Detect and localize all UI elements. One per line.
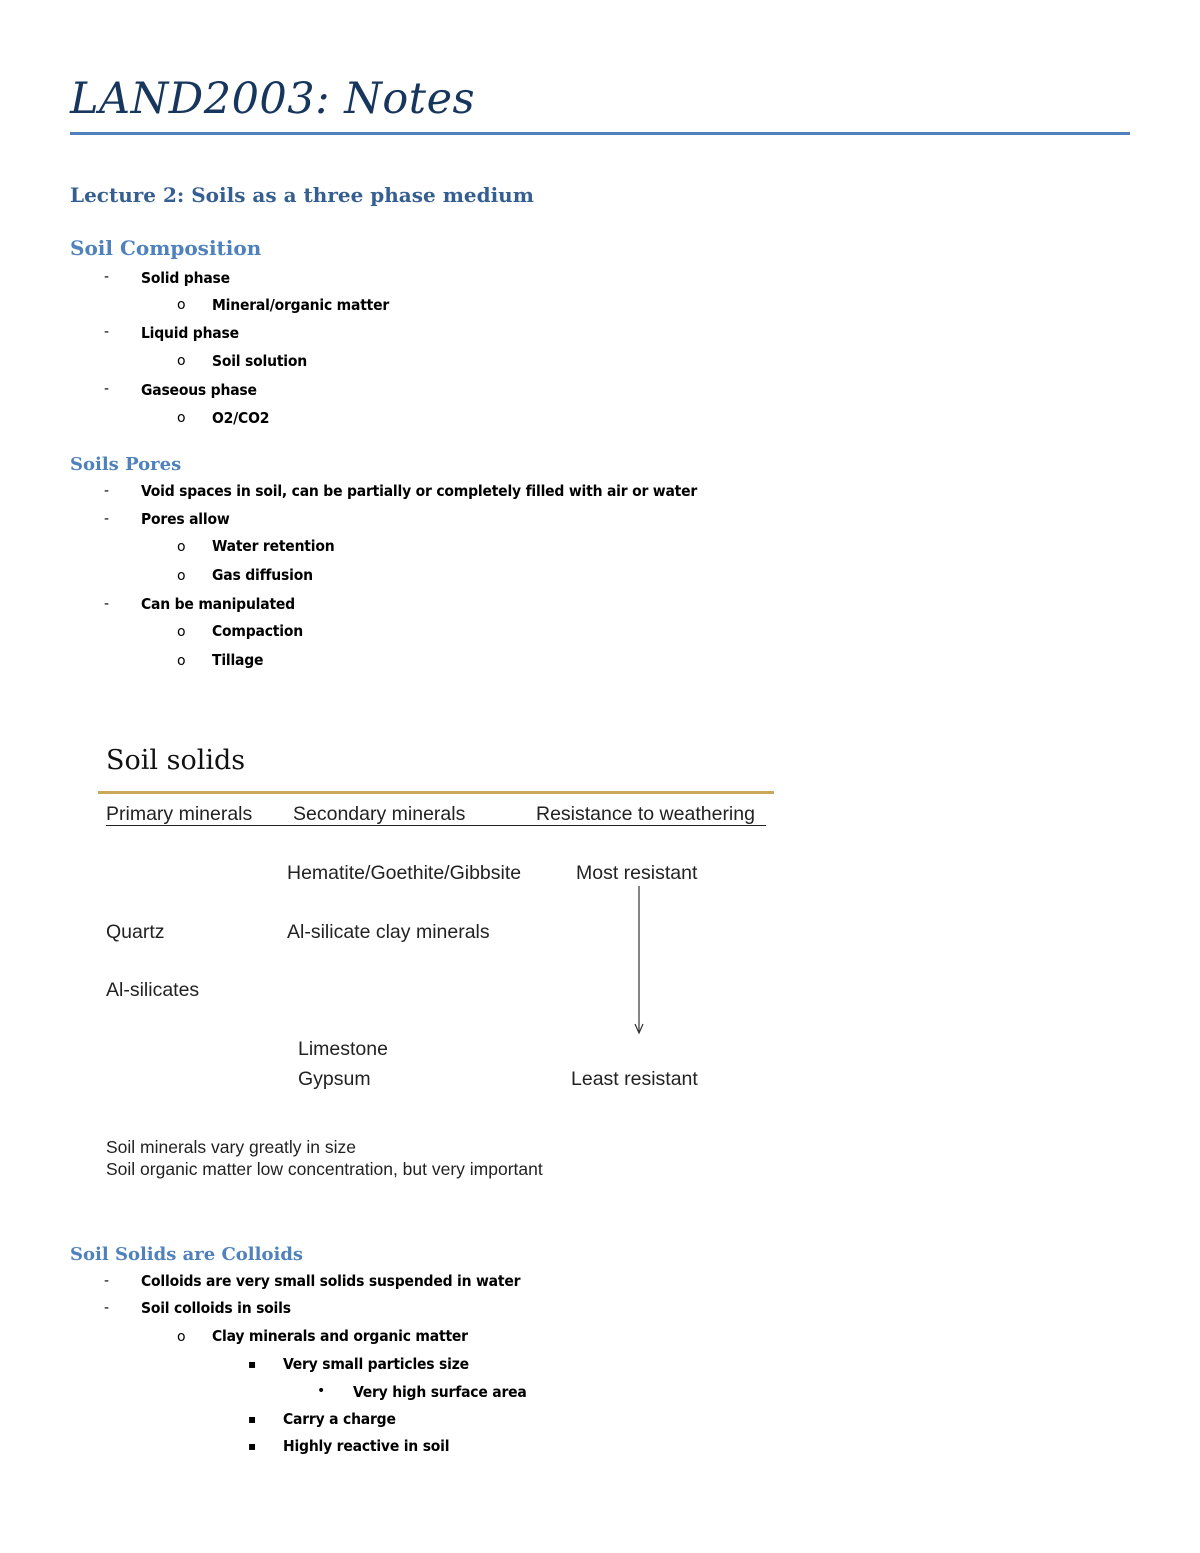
down-arrow-icon — [630, 884, 650, 1038]
lecture-heading: Lecture 2: Soils as a three phase medium — [70, 183, 534, 207]
column-header-resistance: Resistance to weathering — [536, 803, 755, 825]
square-bullet: ▪ — [248, 1412, 257, 1426]
least-resistant-label: Least resistant — [571, 1068, 698, 1090]
primary-mineral: Al-silicates — [106, 979, 200, 1001]
list-item: Gaseous phase — [141, 381, 257, 399]
secondary-mineral: Al-silicate clay minerals — [287, 921, 490, 943]
list-item: Pores allow — [141, 510, 230, 528]
secondary-mineral: Limestone — [298, 1038, 388, 1060]
primary-mineral: Quartz — [106, 921, 165, 943]
dash-bullet: - — [104, 269, 110, 285]
circle-bullet: o — [177, 624, 186, 640]
dot-bullet: • — [317, 1383, 326, 1399]
circle-bullet: o — [177, 353, 186, 369]
list-subitem: Gas diffusion — [212, 566, 313, 584]
list-subitem: Very high surface area — [353, 1383, 527, 1401]
square-bullet: ▪ — [248, 1357, 257, 1371]
list-item: Colloids are very small solids suspended in water — [141, 1272, 521, 1290]
dash-bullet: - — [104, 483, 110, 499]
figure-title: Soil solids — [106, 745, 246, 776]
dash-bullet: - — [104, 596, 110, 612]
dash-bullet: - — [104, 381, 110, 397]
list-subitem: Soil solution — [212, 352, 307, 370]
list-subitem: Highly reactive in soil — [283, 1437, 450, 1455]
dash-bullet: - — [104, 324, 110, 340]
dash-bullet: - — [104, 511, 110, 527]
soil-composition-heading: Soil Composition — [70, 236, 262, 260]
soils-pores-heading: Soils Pores — [70, 454, 182, 475]
figure-note: Soil minerals vary greatly in size — [106, 1137, 356, 1157]
dash-bullet: - — [104, 1300, 110, 1316]
figure-note: Soil organic matter low concentration, but very important — [106, 1159, 543, 1179]
dash-bullet: - — [104, 1273, 110, 1289]
list-item: Can be manipulated — [141, 595, 295, 613]
list-item: Void spaces in soil, can be partially or completely filled with air or water — [141, 482, 698, 500]
title-underline — [70, 132, 1130, 135]
list-subitem: Mineral/organic matter — [212, 296, 390, 314]
square-bullet: ▪ — [248, 1439, 257, 1453]
list-item: Liquid phase — [141, 324, 239, 342]
circle-bullet: o — [177, 653, 186, 669]
circle-bullet: o — [177, 539, 186, 555]
colloids-heading: Soil Solids are Colloids — [70, 1244, 304, 1265]
list-subitem: Compaction — [212, 622, 303, 640]
list-item: Solid phase — [141, 269, 230, 287]
column-header-secondary: Secondary minerals — [293, 803, 466, 825]
document-title: LAND2003: Notes — [70, 74, 476, 124]
list-subitem: Tillage — [212, 651, 264, 669]
secondary-mineral: Gypsum — [298, 1068, 371, 1090]
list-subitem: Water retention — [212, 537, 335, 555]
circle-bullet: o — [177, 297, 186, 313]
circle-bullet: o — [177, 1329, 186, 1345]
header-underline — [106, 825, 766, 826]
most-resistant-label: Most resistant — [576, 862, 698, 884]
figure-title-rule — [98, 791, 774, 794]
list-subitem: Very small particles size — [283, 1355, 469, 1373]
circle-bullet: o — [177, 568, 186, 584]
list-subitem: Carry a charge — [283, 1410, 396, 1428]
circle-bullet: o — [177, 410, 186, 426]
secondary-mineral: Hematite/Goethite/Gibbsite — [287, 862, 522, 884]
column-header-primary: Primary minerals — [106, 803, 253, 825]
list-subitem: O2/CO2 — [212, 409, 270, 427]
list-subitem: Clay minerals and organic matter — [212, 1327, 468, 1345]
list-item: Soil colloids in soils — [141, 1299, 291, 1317]
